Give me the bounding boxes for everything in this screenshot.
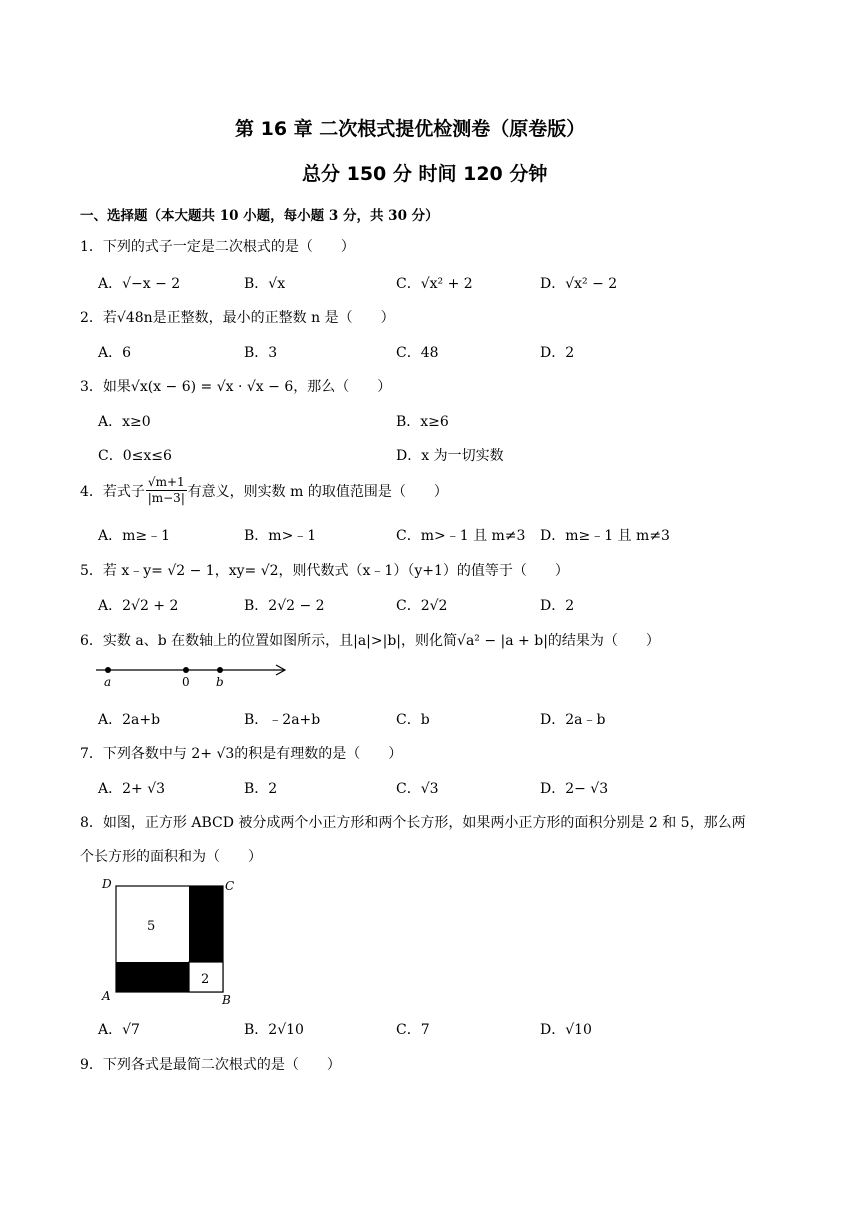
question-8-stem-line-2: 个长方形的面积和为（ ） bbox=[80, 849, 262, 865]
question-5-option-d: D．2 bbox=[540, 598, 575, 614]
point-zero bbox=[183, 667, 189, 673]
label-b: b bbox=[216, 675, 224, 688]
question-1-option-c: C．√x² + 2 bbox=[396, 276, 473, 292]
question-6-option-d: D．2a﹣b bbox=[540, 712, 606, 728]
question-1-option-b: B．√x bbox=[244, 276, 286, 292]
question-1-stem: 1．下列的式子一定是二次根式的是（ ） bbox=[80, 239, 355, 255]
section-heading: 一、选择题（本大题共 10 小题，每小题 3 分，共 30 分） bbox=[80, 208, 439, 224]
question-4-option-c: C．m>﹣1 且 m≠3 bbox=[396, 528, 526, 544]
question-8-option-a: A．√7 bbox=[98, 1022, 140, 1038]
question-8-option-c: C．7 bbox=[396, 1022, 430, 1038]
question-4-fraction bbox=[146, 475, 187, 506]
label-vertex-b: B bbox=[222, 993, 231, 1006]
right-rectangle bbox=[189, 886, 223, 962]
page-subtitle: 总分 150 分 时间 120 分钟 bbox=[302, 163, 548, 185]
label-vertex-c: C bbox=[225, 879, 235, 893]
question-9-stem: 9．下列各式是最简二次根式的是（ ） bbox=[80, 1057, 341, 1073]
question-1-option-d: D．√x² − 2 bbox=[540, 276, 618, 292]
question-7-option-a: A．2+ √3 bbox=[98, 781, 166, 797]
question-7-option-b: B．2 bbox=[244, 781, 278, 797]
question-5-option-a: A．2√2 + 2 bbox=[98, 598, 179, 614]
question-4-option-b: B．m>﹣1 bbox=[244, 528, 317, 544]
label-a: a bbox=[104, 675, 112, 688]
bottom-rectangle bbox=[116, 962, 189, 992]
question-5-option-c: C．2√2 bbox=[396, 598, 448, 614]
label-vertex-d: D bbox=[102, 877, 112, 891]
label-small-square-area: 2 bbox=[201, 972, 210, 987]
question-1-option-a: A．√−x − 2 bbox=[98, 276, 181, 292]
question-4-stem-suffix: 有意义，则实数 m 的取值范围是（ ） bbox=[187, 483, 448, 500]
question-7-option-d: D．2− √3 bbox=[540, 781, 609, 797]
question-2-option-a: A．6 bbox=[98, 345, 132, 361]
question-6-stem: 6．实数 a、b 在数轴上的位置如图所示，且|a|>|b|，则化简√a² − |a + b|的结果为（ ） bbox=[80, 633, 660, 649]
question-4-stem-prefix: 4．若式子 bbox=[80, 483, 145, 500]
question-2-stem: 2．若√48n是正整数，最小的正整数 n 是（ ） bbox=[80, 310, 395, 326]
question-3-option-c: C．0≤x≤6 bbox=[98, 448, 172, 464]
question-2-option-d: D．2 bbox=[540, 345, 575, 361]
label-zero: 0 bbox=[182, 675, 190, 688]
page-title: 第 16 章 二次根式提优检测卷（原卷版） bbox=[235, 118, 586, 140]
question-5-option-b: B．2√2 − 2 bbox=[244, 598, 325, 614]
number-line-figure bbox=[94, 660, 294, 688]
question-6-option-c: C．b bbox=[396, 712, 430, 728]
question-7-option-c: C．√3 bbox=[396, 781, 439, 797]
label-vertex-a: A bbox=[102, 989, 111, 1003]
point-b bbox=[217, 667, 223, 673]
question-4-fraction-numerator: √m+1 bbox=[147, 475, 185, 489]
question-4-option-a: A．m≥﹣1 bbox=[98, 528, 171, 544]
point-a bbox=[105, 667, 111, 673]
question-3-option-a: A．x≥0 bbox=[98, 414, 151, 430]
question-5-stem: 5．若 x﹣y= √2 − 1，xy= √2，则代数式（x﹣1）（y+1）的值等于（ ） bbox=[80, 563, 569, 579]
question-8-option-d: D．√10 bbox=[540, 1022, 592, 1038]
question-6-option-a: A．2a+b bbox=[98, 712, 161, 728]
question-4-stem bbox=[80, 475, 448, 506]
question-3-stem: 3．如果√x(x − 6) = √x · √x − 6，那么（ ） bbox=[80, 379, 392, 395]
question-8-option-b: B．2√10 bbox=[244, 1022, 304, 1038]
question-3-option-d: D．x 为一切实数 bbox=[396, 448, 504, 464]
question-7-stem: 7．下列各数中与 2+ √3的积是有理数的是（ ） bbox=[80, 746, 403, 762]
question-4-fraction-denominator: |m−3| bbox=[147, 491, 185, 505]
question-2-option-c: C．48 bbox=[396, 345, 439, 361]
question-6-option-b: B．﹣2a+b bbox=[244, 712, 321, 728]
question-4-option-d: D．m≥﹣1 且 m≠3 bbox=[540, 528, 670, 544]
question-3-option-b: B．x≥6 bbox=[396, 414, 449, 430]
square-abcd-figure bbox=[100, 876, 250, 1006]
question-8-stem-line-1: 8．如图，正方形 ABCD 被分成两个小正方形和两个长方形，如果两小正方形的面积分别是 2 和 5，那么两 bbox=[80, 815, 746, 831]
label-big-square-area: 5 bbox=[147, 919, 156, 934]
question-2-option-b: B．3 bbox=[244, 345, 278, 361]
